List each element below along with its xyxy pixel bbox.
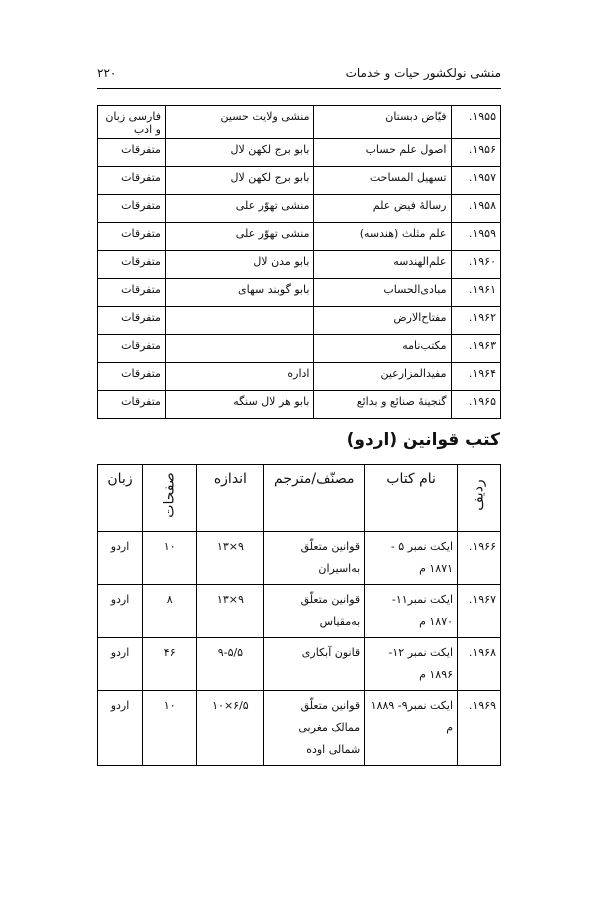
author-name bbox=[165, 335, 314, 363]
table-row bbox=[98, 167, 501, 195]
author-name: منشی تهوّر علی bbox=[165, 195, 314, 223]
subject: متفرقات bbox=[98, 279, 166, 307]
book-title: اصول علم حساب bbox=[314, 139, 451, 167]
law-books-table bbox=[97, 464, 501, 766]
table-row bbox=[98, 335, 501, 363]
book-title: فیّاض دبستان bbox=[314, 106, 451, 139]
author-name: بابو هر لال سنگه bbox=[165, 391, 314, 419]
book-size: ۹×۱۳ bbox=[197, 585, 264, 638]
subject: متفرقات bbox=[98, 335, 166, 363]
serial-number: ۱۹۶۹. bbox=[458, 691, 501, 766]
subject: متفرقات bbox=[98, 223, 166, 251]
table-header-row bbox=[98, 465, 501, 532]
book-size: ۹×۱۳ bbox=[197, 532, 264, 585]
page-count: ۱۰ bbox=[142, 691, 196, 766]
page-count: ۱۰ bbox=[142, 532, 196, 585]
book-title: مبادی‌الحساب bbox=[314, 279, 451, 307]
author-name: قوانین متعلّق به‌مقیاس bbox=[264, 585, 365, 638]
book-title: رسالۀ فیض علم bbox=[314, 195, 451, 223]
book-title: ایکت نمبر۹- ۱۸۸۹ م bbox=[365, 691, 458, 766]
subject: متفرقات bbox=[98, 363, 166, 391]
serial-number: ۱۹۶۴. bbox=[451, 363, 501, 391]
book-title: مفیدالمزارعین bbox=[314, 363, 451, 391]
subject: متفرقات bbox=[98, 167, 166, 195]
author-name: بابو مدن لال bbox=[165, 251, 314, 279]
table-row bbox=[98, 532, 501, 585]
book-size: ۹-۵/۵ bbox=[197, 638, 264, 691]
table-row bbox=[98, 195, 501, 223]
header-language: زبان bbox=[98, 465, 143, 532]
header-rule bbox=[97, 88, 501, 89]
section-heading: کتب قوانین (اردو) bbox=[346, 430, 500, 450]
book-size: ۶/۵×۱۰ bbox=[197, 691, 264, 766]
table-row bbox=[98, 251, 501, 279]
author-name bbox=[165, 307, 314, 335]
author-name: بابو برج لکهن لال bbox=[165, 139, 314, 167]
table-row bbox=[98, 279, 501, 307]
page-count: ۸ bbox=[142, 585, 196, 638]
header-pages: صفحات bbox=[142, 465, 196, 532]
serial-number: ۱۹۶۲. bbox=[451, 307, 501, 335]
serial-number: ۱۹۶۱. bbox=[451, 279, 501, 307]
author-name: قوانین متعلّق به‌اسیران bbox=[264, 532, 365, 585]
table-row bbox=[98, 691, 501, 766]
serial-number: ۱۹۵۷. bbox=[451, 167, 501, 195]
table-row bbox=[98, 585, 501, 638]
serial-number: ۱۹۶۵. bbox=[451, 391, 501, 419]
book-title: علم‌الهندسه bbox=[314, 251, 451, 279]
subject: متفرقات bbox=[98, 391, 166, 419]
subject: متفرقات bbox=[98, 251, 166, 279]
header-serial: ردیف bbox=[458, 465, 501, 532]
serial-number: ۱۹۶۸. bbox=[458, 638, 501, 691]
table-row bbox=[98, 139, 501, 167]
table-row bbox=[98, 223, 501, 251]
header-size: اندازه bbox=[197, 465, 264, 532]
table-row bbox=[98, 391, 501, 419]
table-row bbox=[98, 363, 501, 391]
serial-number: ۱۹۵۶. bbox=[451, 139, 501, 167]
author-name: قوانین متعلّق ممالک مغربی شمالی اوده bbox=[264, 691, 365, 766]
running-header bbox=[97, 66, 501, 84]
book-title: ایکت نمبر ۵ - ۱۸۷۱ م bbox=[365, 532, 458, 585]
header-book-name: نام کتاب bbox=[365, 465, 458, 532]
language: اردو bbox=[98, 691, 143, 766]
table-row bbox=[98, 638, 501, 691]
book-title: تسهیل المساحت bbox=[314, 167, 451, 195]
language: اردو bbox=[98, 585, 143, 638]
author-name: بابو برج لکهن لال bbox=[165, 167, 314, 195]
author-name: قانون آبکاری bbox=[264, 638, 365, 691]
author-name: منشی ولایت حسین bbox=[165, 106, 314, 139]
book-title: ایکت نمبر ۱۲- ۱۸۹۶ م bbox=[365, 638, 458, 691]
serial-number: ۱۹۵۵. bbox=[451, 106, 501, 139]
page-count: ۴۶ bbox=[142, 638, 196, 691]
author-name: منشی تهوّر علی bbox=[165, 223, 314, 251]
subject: فارسی زبان و ادب bbox=[98, 106, 166, 139]
book-list-table bbox=[97, 105, 501, 419]
serial-number: ۱۹۶۳. bbox=[451, 335, 501, 363]
running-title: منشی نولکشور حیات و خدمات bbox=[345, 66, 501, 80]
serial-number: ۱۹۶۷. bbox=[458, 585, 501, 638]
book-title: گنجینۀ صنائع و بدائع bbox=[314, 391, 451, 419]
subject: متفرقات bbox=[98, 307, 166, 335]
book-title: مکتب‌نامه bbox=[314, 335, 451, 363]
table-row bbox=[98, 307, 501, 335]
serial-number: ۱۹۵۸. bbox=[451, 195, 501, 223]
serial-number: ۱۹۵۹. bbox=[451, 223, 501, 251]
author-name: بابو گوبند سهای bbox=[165, 279, 314, 307]
subject: متفرقات bbox=[98, 195, 166, 223]
page-number: ۲۲۰ bbox=[97, 66, 117, 80]
serial-number: ۱۹۶۰. bbox=[451, 251, 501, 279]
header-author: مصنّف/مترجم bbox=[264, 465, 365, 532]
language: اردو bbox=[98, 532, 143, 585]
subject: متفرقات bbox=[98, 139, 166, 167]
author-name: اداره bbox=[165, 363, 314, 391]
language: اردو bbox=[98, 638, 143, 691]
serial-number: ۱۹۶۶. bbox=[458, 532, 501, 585]
table-row bbox=[98, 106, 501, 139]
book-title: ایکت نمبر۱۱- ۱۸۷۰ م bbox=[365, 585, 458, 638]
book-title: علم مثلث (هندسه) bbox=[314, 223, 451, 251]
book-title: مفتاح‌الارض bbox=[314, 307, 451, 335]
